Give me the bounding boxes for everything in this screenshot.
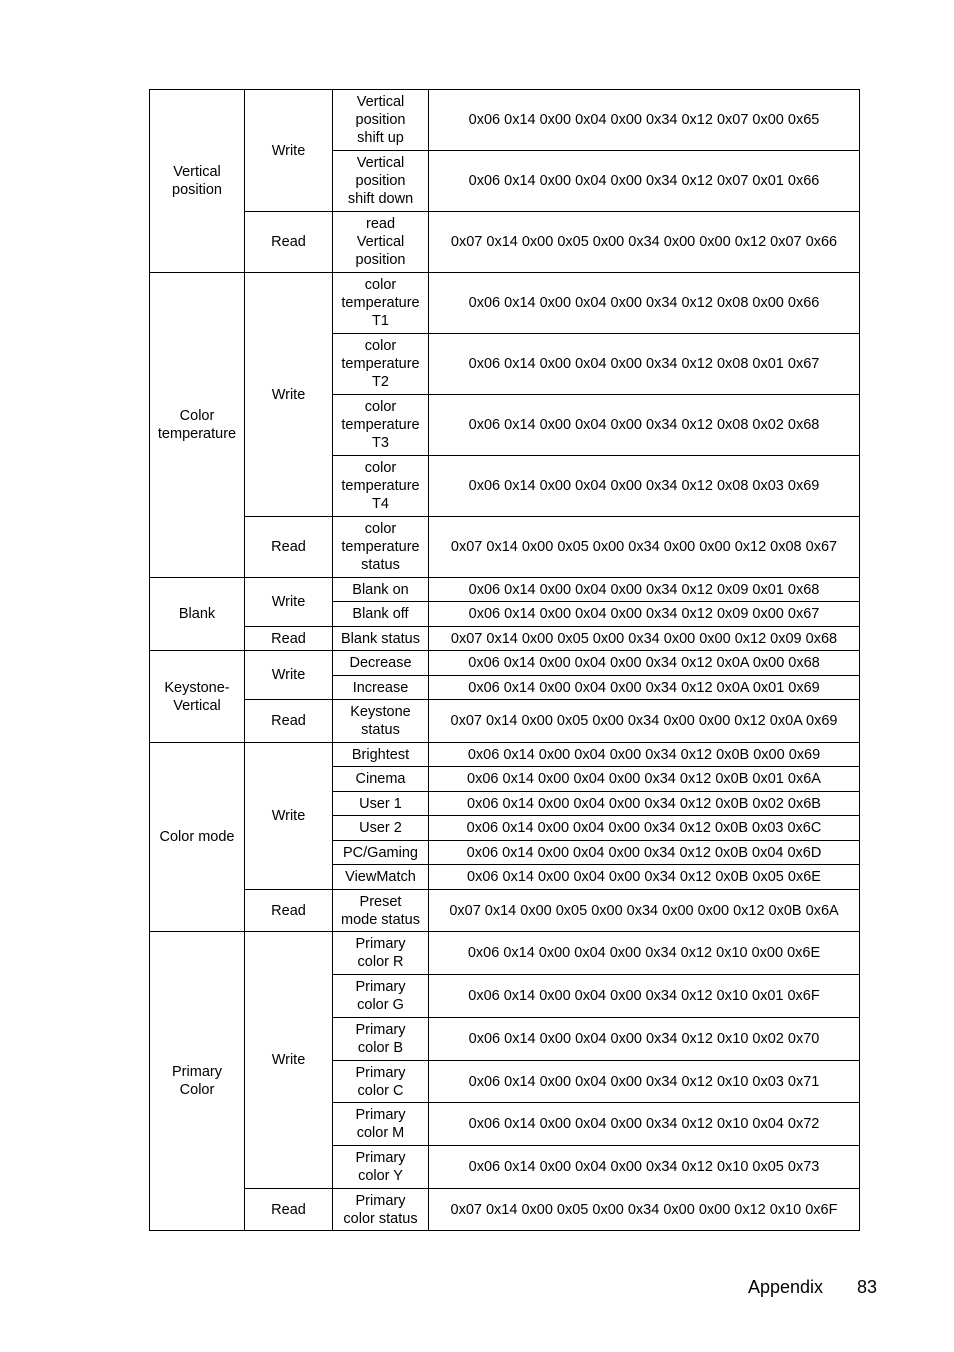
command-code-cell: 0x07 0x14 0x00 0x05 0x00 0x34 0x00 0x00 0x12 0x07 0x66 — [429, 212, 860, 273]
table-row — [150, 932, 860, 975]
table-row — [150, 90, 860, 151]
operation-type-cell: Read — [245, 517, 333, 578]
command-table-body — [150, 90, 860, 1231]
item-label-cell: User 1 — [333, 792, 429, 816]
function-cell: Color temperature — [150, 273, 245, 578]
command-code-cell: 0x06 0x14 0x00 0x04 0x00 0x34 0x12 0x10 0x02 0x70 — [429, 1018, 860, 1061]
function-cell: Blank — [150, 578, 245, 651]
table-row — [150, 627, 860, 651]
item-label-cell: Primary color status — [333, 1189, 429, 1231]
item-label-cell: Decrease — [333, 651, 429, 676]
table-row — [150, 578, 860, 602]
command-code-cell: 0x06 0x14 0x00 0x04 0x00 0x34 0x12 0x08 0x02 0x68 — [429, 395, 860, 456]
command-code-cell: 0x06 0x14 0x00 0x04 0x00 0x34 0x12 0x08 0x00 0x66 — [429, 273, 860, 334]
item-label-cell: color temperature status — [333, 517, 429, 578]
command-code-cell: 0x07 0x14 0x00 0x05 0x00 0x34 0x00 0x00 0x12 0x09 0x68 — [429, 627, 860, 651]
operation-type-cell: Read — [245, 212, 333, 273]
command-code-cell: 0x06 0x14 0x00 0x04 0x00 0x34 0x12 0x08 0x03 0x69 — [429, 456, 860, 517]
command-code-cell: 0x07 0x14 0x00 0x05 0x00 0x34 0x00 0x00 0x12 0x0B 0x6A — [429, 890, 860, 932]
operation-type-cell: Write — [245, 743, 333, 890]
table-row — [150, 517, 860, 578]
item-label-cell: ViewMatch — [333, 865, 429, 890]
table-row — [150, 212, 860, 273]
command-code-cell: 0x06 0x14 0x00 0x04 0x00 0x34 0x12 0x10 0x05 0x73 — [429, 1146, 860, 1189]
command-code-cell: 0x06 0x14 0x00 0x04 0x00 0x34 0x12 0x0B 0x04 0x6D — [429, 841, 860, 865]
command-code-cell: 0x06 0x14 0x00 0x04 0x00 0x34 0x12 0x08 0x01 0x67 — [429, 334, 860, 395]
page-footer — [0, 1277, 954, 1301]
item-label-cell: PC/Gaming — [333, 841, 429, 865]
item-label-cell: Preset mode status — [333, 890, 429, 932]
table-row — [150, 700, 860, 743]
page-number: 83 — [856, 1277, 877, 1297]
function-cell: Keystone- Vertical — [150, 651, 245, 743]
item-label-cell: color temperature T1 — [333, 273, 429, 334]
command-code-cell: 0x06 0x14 0x00 0x04 0x00 0x34 0x12 0x10 0x00 0x6E — [429, 932, 860, 975]
function-cell: Color mode — [150, 743, 245, 932]
table-row — [150, 651, 860, 676]
command-code-cell: 0x06 0x14 0x00 0x04 0x00 0x34 0x12 0x09 0x01 0x68 — [429, 578, 860, 602]
operation-type-cell: Write — [245, 273, 333, 517]
command-code-cell: 0x06 0x14 0x00 0x04 0x00 0x34 0x12 0x0A 0x01 0x69 — [429, 676, 860, 700]
table-row — [150, 1189, 860, 1231]
command-code-cell: 0x06 0x14 0x00 0x04 0x00 0x34 0x12 0x0B 0x00 0x69 — [429, 743, 860, 767]
item-label-cell: color temperature T3 — [333, 395, 429, 456]
item-label-cell: Blank on — [333, 578, 429, 602]
footer-section-title: Appendix — [747, 1277, 823, 1297]
table-row — [150, 890, 860, 932]
command-code-cell: 0x06 0x14 0x00 0x04 0x00 0x34 0x12 0x0B 0x02 0x6B — [429, 792, 860, 816]
item-label-cell: Brightest — [333, 743, 429, 767]
command-code-cell: 0x06 0x14 0x00 0x04 0x00 0x34 0x12 0x10 0x03 0x71 — [429, 1061, 860, 1103]
command-code-cell: 0x06 0x14 0x00 0x04 0x00 0x34 0x12 0x09 0x00 0x67 — [429, 602, 860, 627]
item-label-cell: Primary color M — [333, 1103, 429, 1146]
item-label-cell: Cinema — [333, 767, 429, 792]
operation-type-cell: Read — [245, 890, 333, 932]
command-code-cell: 0x07 0x14 0x00 0x05 0x00 0x34 0x00 0x00 0x12 0x10 0x6F — [429, 1189, 860, 1231]
operation-type-cell: Write — [245, 651, 333, 700]
item-label-cell: color temperature T4 — [333, 456, 429, 517]
table-row — [150, 273, 860, 334]
command-table — [149, 89, 860, 1231]
command-code-cell: 0x06 0x14 0x00 0x04 0x00 0x34 0x12 0x0B 0x03 0x6C — [429, 816, 860, 841]
item-label-cell: Blank status — [333, 627, 429, 651]
command-code-cell: 0x07 0x14 0x00 0x05 0x00 0x34 0x00 0x00 0x12 0x0A 0x69 — [429, 700, 860, 743]
function-cell: Primary Color — [150, 932, 245, 1231]
command-code-cell: 0x07 0x14 0x00 0x05 0x00 0x34 0x00 0x00 0x12 0x08 0x67 — [429, 517, 860, 578]
item-label-cell: color temperature T2 — [333, 334, 429, 395]
operation-type-cell: Read — [245, 1189, 333, 1231]
command-code-cell: 0x06 0x14 0x00 0x04 0x00 0x34 0x12 0x10 0x04 0x72 — [429, 1103, 860, 1146]
item-label-cell: Vertical position shift down — [333, 151, 429, 212]
item-label-cell: Primary color Y — [333, 1146, 429, 1189]
command-code-cell: 0x06 0x14 0x00 0x04 0x00 0x34 0x12 0x10 0x01 0x6F — [429, 975, 860, 1018]
table-row — [150, 743, 860, 767]
item-label-cell: Primary color R — [333, 932, 429, 975]
item-label-cell: Primary color C — [333, 1061, 429, 1103]
command-code-cell: 0x06 0x14 0x00 0x04 0x00 0x34 0x12 0x0B 0x01 0x6A — [429, 767, 860, 792]
command-code-cell: 0x06 0x14 0x00 0x04 0x00 0x34 0x12 0x07 0x01 0x66 — [429, 151, 860, 212]
command-code-cell: 0x06 0x14 0x00 0x04 0x00 0x34 0x12 0x07 0x00 0x65 — [429, 90, 860, 151]
operation-type-cell: Write — [245, 90, 333, 212]
item-label-cell: Primary color G — [333, 975, 429, 1018]
item-label-cell: User 2 — [333, 816, 429, 841]
command-code-cell: 0x06 0x14 0x00 0x04 0x00 0x34 0x12 0x0B 0x05 0x6E — [429, 865, 860, 890]
operation-type-cell: Read — [245, 627, 333, 651]
item-label-cell: read Vertical position — [333, 212, 429, 273]
item-label-cell: Increase — [333, 676, 429, 700]
operation-type-cell: Write — [245, 578, 333, 627]
item-label-cell: Keystone status — [333, 700, 429, 743]
item-label-cell: Vertical position shift up — [333, 90, 429, 151]
item-label-cell: Blank off — [333, 602, 429, 627]
command-code-cell: 0x06 0x14 0x00 0x04 0x00 0x34 0x12 0x0A 0x00 0x68 — [429, 651, 860, 676]
item-label-cell: Primary color B — [333, 1018, 429, 1061]
operation-type-cell: Write — [245, 932, 333, 1189]
function-cell: Vertical position — [150, 90, 245, 273]
operation-type-cell: Read — [245, 700, 333, 743]
